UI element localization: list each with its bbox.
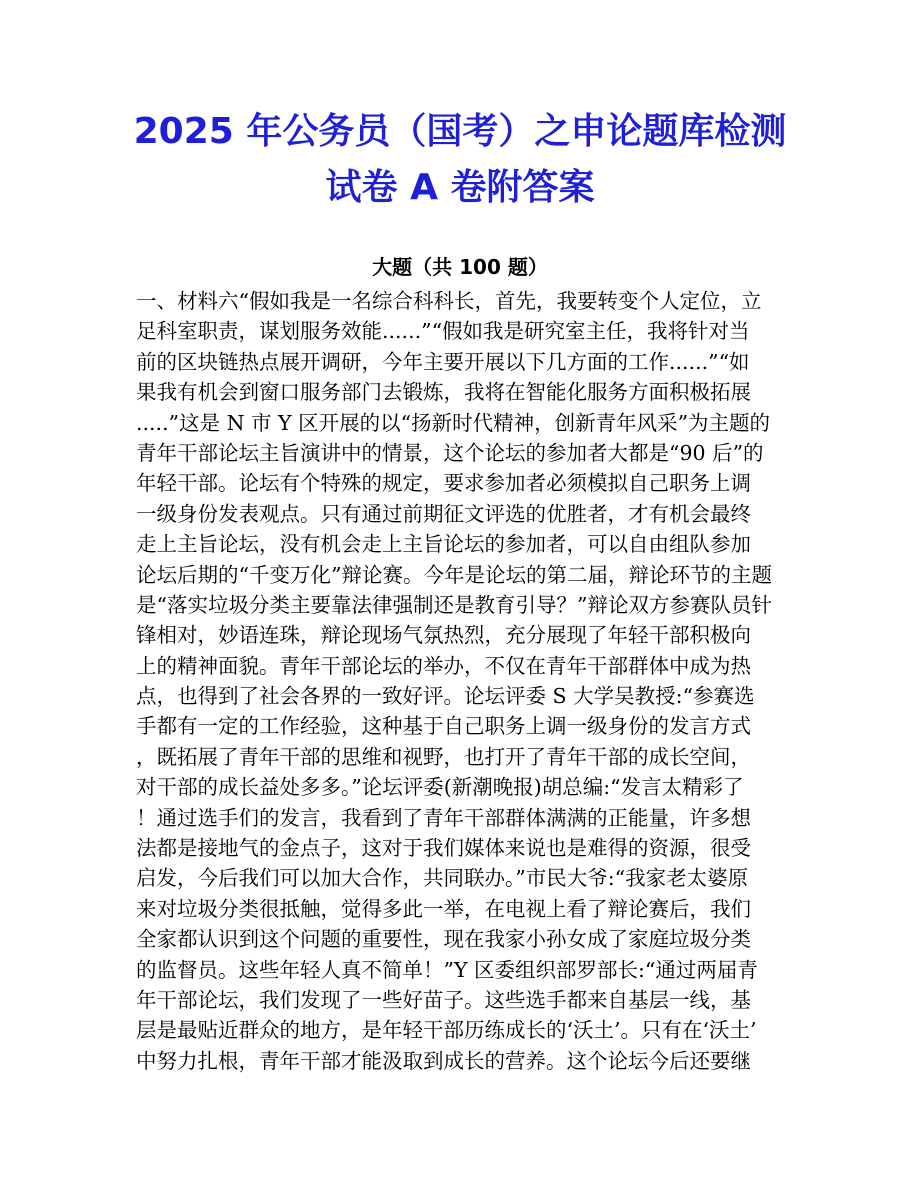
body-line: 锋相对，妙语连珠，辩论现场气氛热烈，充分展现了年轻干部积极向 [136,623,751,648]
body-line: 法都是接地气的金点子，这对于我们媒体来说也是难得的资源，很受 [136,836,751,861]
body-line: 中努力扎根，青年干部才能汲取到成长的营养。这个论坛今后还要继 [136,1048,751,1073]
body-line: 一级身份发表观点。只有通过前期征文评选的优胜者，才有机会最终 [136,501,751,526]
body-line: 走上主旨论坛，没有机会走上主旨论坛的参加者，可以自由组队参加 [136,532,751,557]
body-line: 青年干部论坛主旨演讲中的情景，这个论坛的参加者大都是“90 后”的 [136,440,764,465]
body-line: 年干部论坛，我们发现了一些好苗子。这些选手都来自基层一线，基 [136,987,751,1012]
body-line: 启发，今后我们可以加大合作，共同联办。”市民大爷:“我家老太婆原 [136,866,749,891]
body-line: 论坛后期的“千变万化”辩论赛。今年是论坛的第二届，辩论环节的主题 [136,562,772,587]
body-line: ！通过选手们的发言，我看到了青年干部群体满满的正能量，许多想 [136,805,751,830]
body-line: 一、材料六“假如我是一名综合科科长，首先，我要转变个人定位，立 [136,289,762,313]
document-title-line-2: 试卷 A 卷附答案 [325,167,595,208]
body-line: 的监督员。这些年轻人真不简单！”Y 区委组织部罗部长:“通过两届青 [136,957,758,982]
body-line: 果我有机会到窗口服务部门去锻炼，我将在智能化服务方面积极拓展 [136,380,751,405]
body-line: 手都有一定的工作经验，这种基于自己职务上调一级身份的发言方式 [136,714,751,739]
section-heading: 大题（共 100 题） [372,255,548,279]
body-line: 足科室职责，谋划服务效能......”“假如我是研究室主任，我将针对当 [136,319,750,344]
body-line: 是“落实垃圾分类主要靠法律强制还是教育引导？”辩论双方参赛队员针 [136,592,772,617]
body-line: 年轻干部。论坛有个特殊的规定，要求参加者必须模拟自己职务上调 [136,471,751,496]
body-line: 来对垃圾分类很抵触，觉得多此一举，在电视上看了辩论赛后，我们 [136,896,751,921]
body-line: ，既拓展了青年干部的思维和视野，也打开了青年干部的成长空间， [136,744,751,769]
body-line: 上的精神面貌。青年干部论坛的举办，不仅在青年干部群体中成为热 [136,653,751,678]
question-body [136,286,786,1076]
body-line: 点，也得到了社会各界的一致好评。论坛评委 S 大学吴教授:“参赛选 [136,684,755,709]
body-line: 对干部的成长益处多多。”论坛评委(新潮晚报)胡总编:“发言太精彩了 [136,775,744,800]
body-line: .....”这是 N 市 Y 区开展的以“扬新时代精神，创新青年风采”为主题的 [136,410,771,435]
body-line: 前的区块链热点展开调研，今年主要开展以下几方面的工作......”“如 [136,349,750,374]
body-line: 层是最贴近群众的地方，是年轻干部历练成长的‘沃土’。只有在‘沃土’ [136,1018,757,1043]
body-line: 全家都认识到这个问题的重要性，现在我家小孙女成了家庭垃圾分类 [136,927,751,952]
document-title [100,104,820,216]
document-title-line-1: 2025 年公务员（国考）之申论题库检测 [133,111,787,152]
